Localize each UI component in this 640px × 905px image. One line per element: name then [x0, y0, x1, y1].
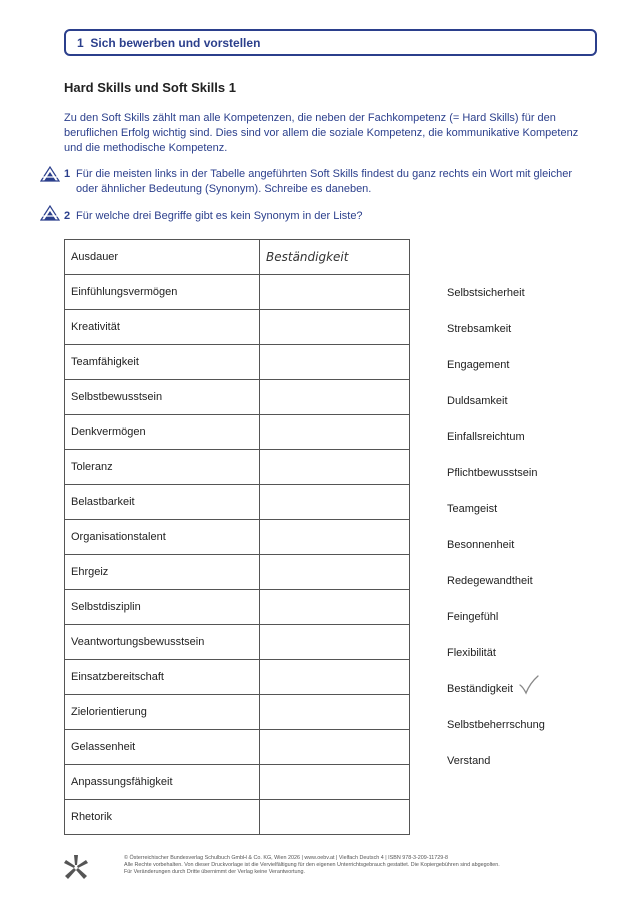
- skill-cell: Einsatzbereitschaft: [65, 660, 260, 695]
- chapter-number: 1: [77, 36, 84, 50]
- table-row: [65, 450, 410, 485]
- answer-cell[interactable]: [260, 730, 410, 765]
- table-row: [65, 695, 410, 730]
- skill-cell: Selbstdisziplin: [65, 590, 260, 625]
- answer-cell[interactable]: [260, 660, 410, 695]
- skill-cell: Gelassenheit: [65, 730, 260, 765]
- chapter-header: [64, 29, 597, 56]
- synonym-item: Selbstsicherheit: [447, 287, 525, 299]
- synonym-item: Einfallsreichtum: [447, 431, 525, 443]
- synonym-item: Flexibilität: [447, 647, 496, 659]
- synonym-item: Engagement: [447, 359, 510, 371]
- synonym-item: Verstand: [447, 755, 491, 767]
- table-row: [65, 730, 410, 765]
- skill-cell: Selbstbewusstsein: [65, 380, 260, 415]
- checkmark-icon: [518, 674, 540, 696]
- copyright-footer: [124, 855, 594, 876]
- task-number: 2: [64, 210, 71, 222]
- table-row: [65, 520, 410, 555]
- footer-line: © Österreichischer Bundesverlag Schulbuch GmbH & Co. KG, Wien 2026 | www.oebv.at | Vielfach Deutsch 4 | ISBN 978-3-209-11729-8: [124, 855, 448, 861]
- answer-cell[interactable]: [260, 625, 410, 660]
- table-row: [65, 310, 410, 345]
- synonym-item: Duldsamkeit: [447, 395, 508, 407]
- table-row: [65, 660, 410, 695]
- table-row: [65, 415, 410, 450]
- table-row: [65, 240, 410, 275]
- synonym-item: Redegewandtheit: [447, 575, 533, 587]
- skill-cell: Einfühlungsvermögen: [65, 275, 260, 310]
- difficulty-level-icon: [40, 205, 60, 221]
- answer-cell[interactable]: [260, 485, 410, 520]
- synonym-item: Strebsamkeit: [447, 323, 512, 335]
- answer-cell[interactable]: [260, 345, 410, 380]
- table-row: [65, 380, 410, 415]
- skill-cell: Anpassungsfähigkeit: [65, 765, 260, 800]
- answer-cell[interactable]: [260, 450, 410, 485]
- skill-cell: Denkvermögen: [65, 415, 260, 450]
- answer-cell[interactable]: [260, 380, 410, 415]
- page-title: Hard Skills und Soft Skills 1: [64, 80, 236, 95]
- footer-line: Für Veränderungen durch Dritte übernimmt der Verlag keine Verantwortung.: [124, 869, 305, 875]
- skill-cell: Rhetorik: [65, 800, 260, 835]
- synonym-item: Selbstbeherrschung: [447, 719, 545, 731]
- answer-cell[interactable]: [260, 765, 410, 800]
- answer-cell[interactable]: [260, 555, 410, 590]
- answer-cell[interactable]: [260, 415, 410, 450]
- synonym-item: Feingefühl: [447, 611, 499, 623]
- table-row: [65, 800, 410, 835]
- skills-table: [64, 239, 410, 835]
- synonym-item: Beständigkeit: [447, 683, 514, 695]
- skill-cell: Belastbarkeit: [65, 485, 260, 520]
- answer-cell[interactable]: [260, 520, 410, 555]
- task-text: Für die meisten links in der Tabelle angeführten Soft Skills findest du ganz rechts ein Wort mit gleicher oder ähnlicher Bedeutung (Synonym). Schreibe es daneben.: [76, 168, 573, 195]
- chapter-name: Sich bewerben und vorstellen: [90, 36, 261, 50]
- skill-cell: Zielorientierung: [65, 695, 260, 730]
- answer-cell[interactable]: Beständigkeit: [260, 240, 410, 275]
- table-row: [65, 590, 410, 625]
- table-row: [65, 275, 410, 310]
- table-row: [65, 345, 410, 380]
- answer-cell[interactable]: [260, 275, 410, 310]
- skill-cell: Ausdauer: [65, 240, 260, 275]
- task-text: Für welche drei Begriffe gibt es kein Synonym in der Liste?: [76, 210, 363, 222]
- skill-cell: Veantwortungsbewusstsein: [65, 625, 260, 660]
- skill-cell: Teamfähigkeit: [65, 345, 260, 380]
- task-number: 1: [64, 168, 71, 180]
- table-row: [65, 765, 410, 800]
- table-row: [65, 485, 410, 520]
- chapter-title: [77, 36, 260, 50]
- skill-cell: Toleranz: [65, 450, 260, 485]
- synonym-item: Besonnenheit: [447, 539, 515, 551]
- answer-cell[interactable]: [260, 310, 410, 345]
- skill-cell: Ehrgeiz: [65, 555, 260, 590]
- table-row: [65, 555, 410, 590]
- skill-cell: Kreativität: [65, 310, 260, 345]
- intro-text: Zu den Soft Skills zählt man alle Kompetenzen, die neben der Fachkompetenz (= Hard Skills) für den beruflichen Erfolg wichtig sind. Dies sind vor allem die soziale Kompetenz, die kommunikative Kompetenz und die methodische Kompetenz.: [64, 112, 579, 154]
- footer-line: Alle Rechte vorbehalten. Von dieser Druckvorlage ist die Vervielfältigung für den eigenen Unterrichtsgebrauch gestattet. Die Kopiergebühren sind abgegolten.: [124, 862, 500, 868]
- answer-cell[interactable]: [260, 695, 410, 730]
- synonym-item: Pflichtbewusstsein: [447, 467, 538, 479]
- answer-cell[interactable]: [260, 590, 410, 625]
- table-row: [65, 625, 410, 660]
- synonym-item: Teamgeist: [447, 503, 498, 515]
- answer-cell[interactable]: [260, 800, 410, 835]
- publisher-logo-icon: [64, 855, 88, 881]
- skill-cell: Organisationstalent: [65, 520, 260, 555]
- difficulty-level-icon: [40, 166, 60, 182]
